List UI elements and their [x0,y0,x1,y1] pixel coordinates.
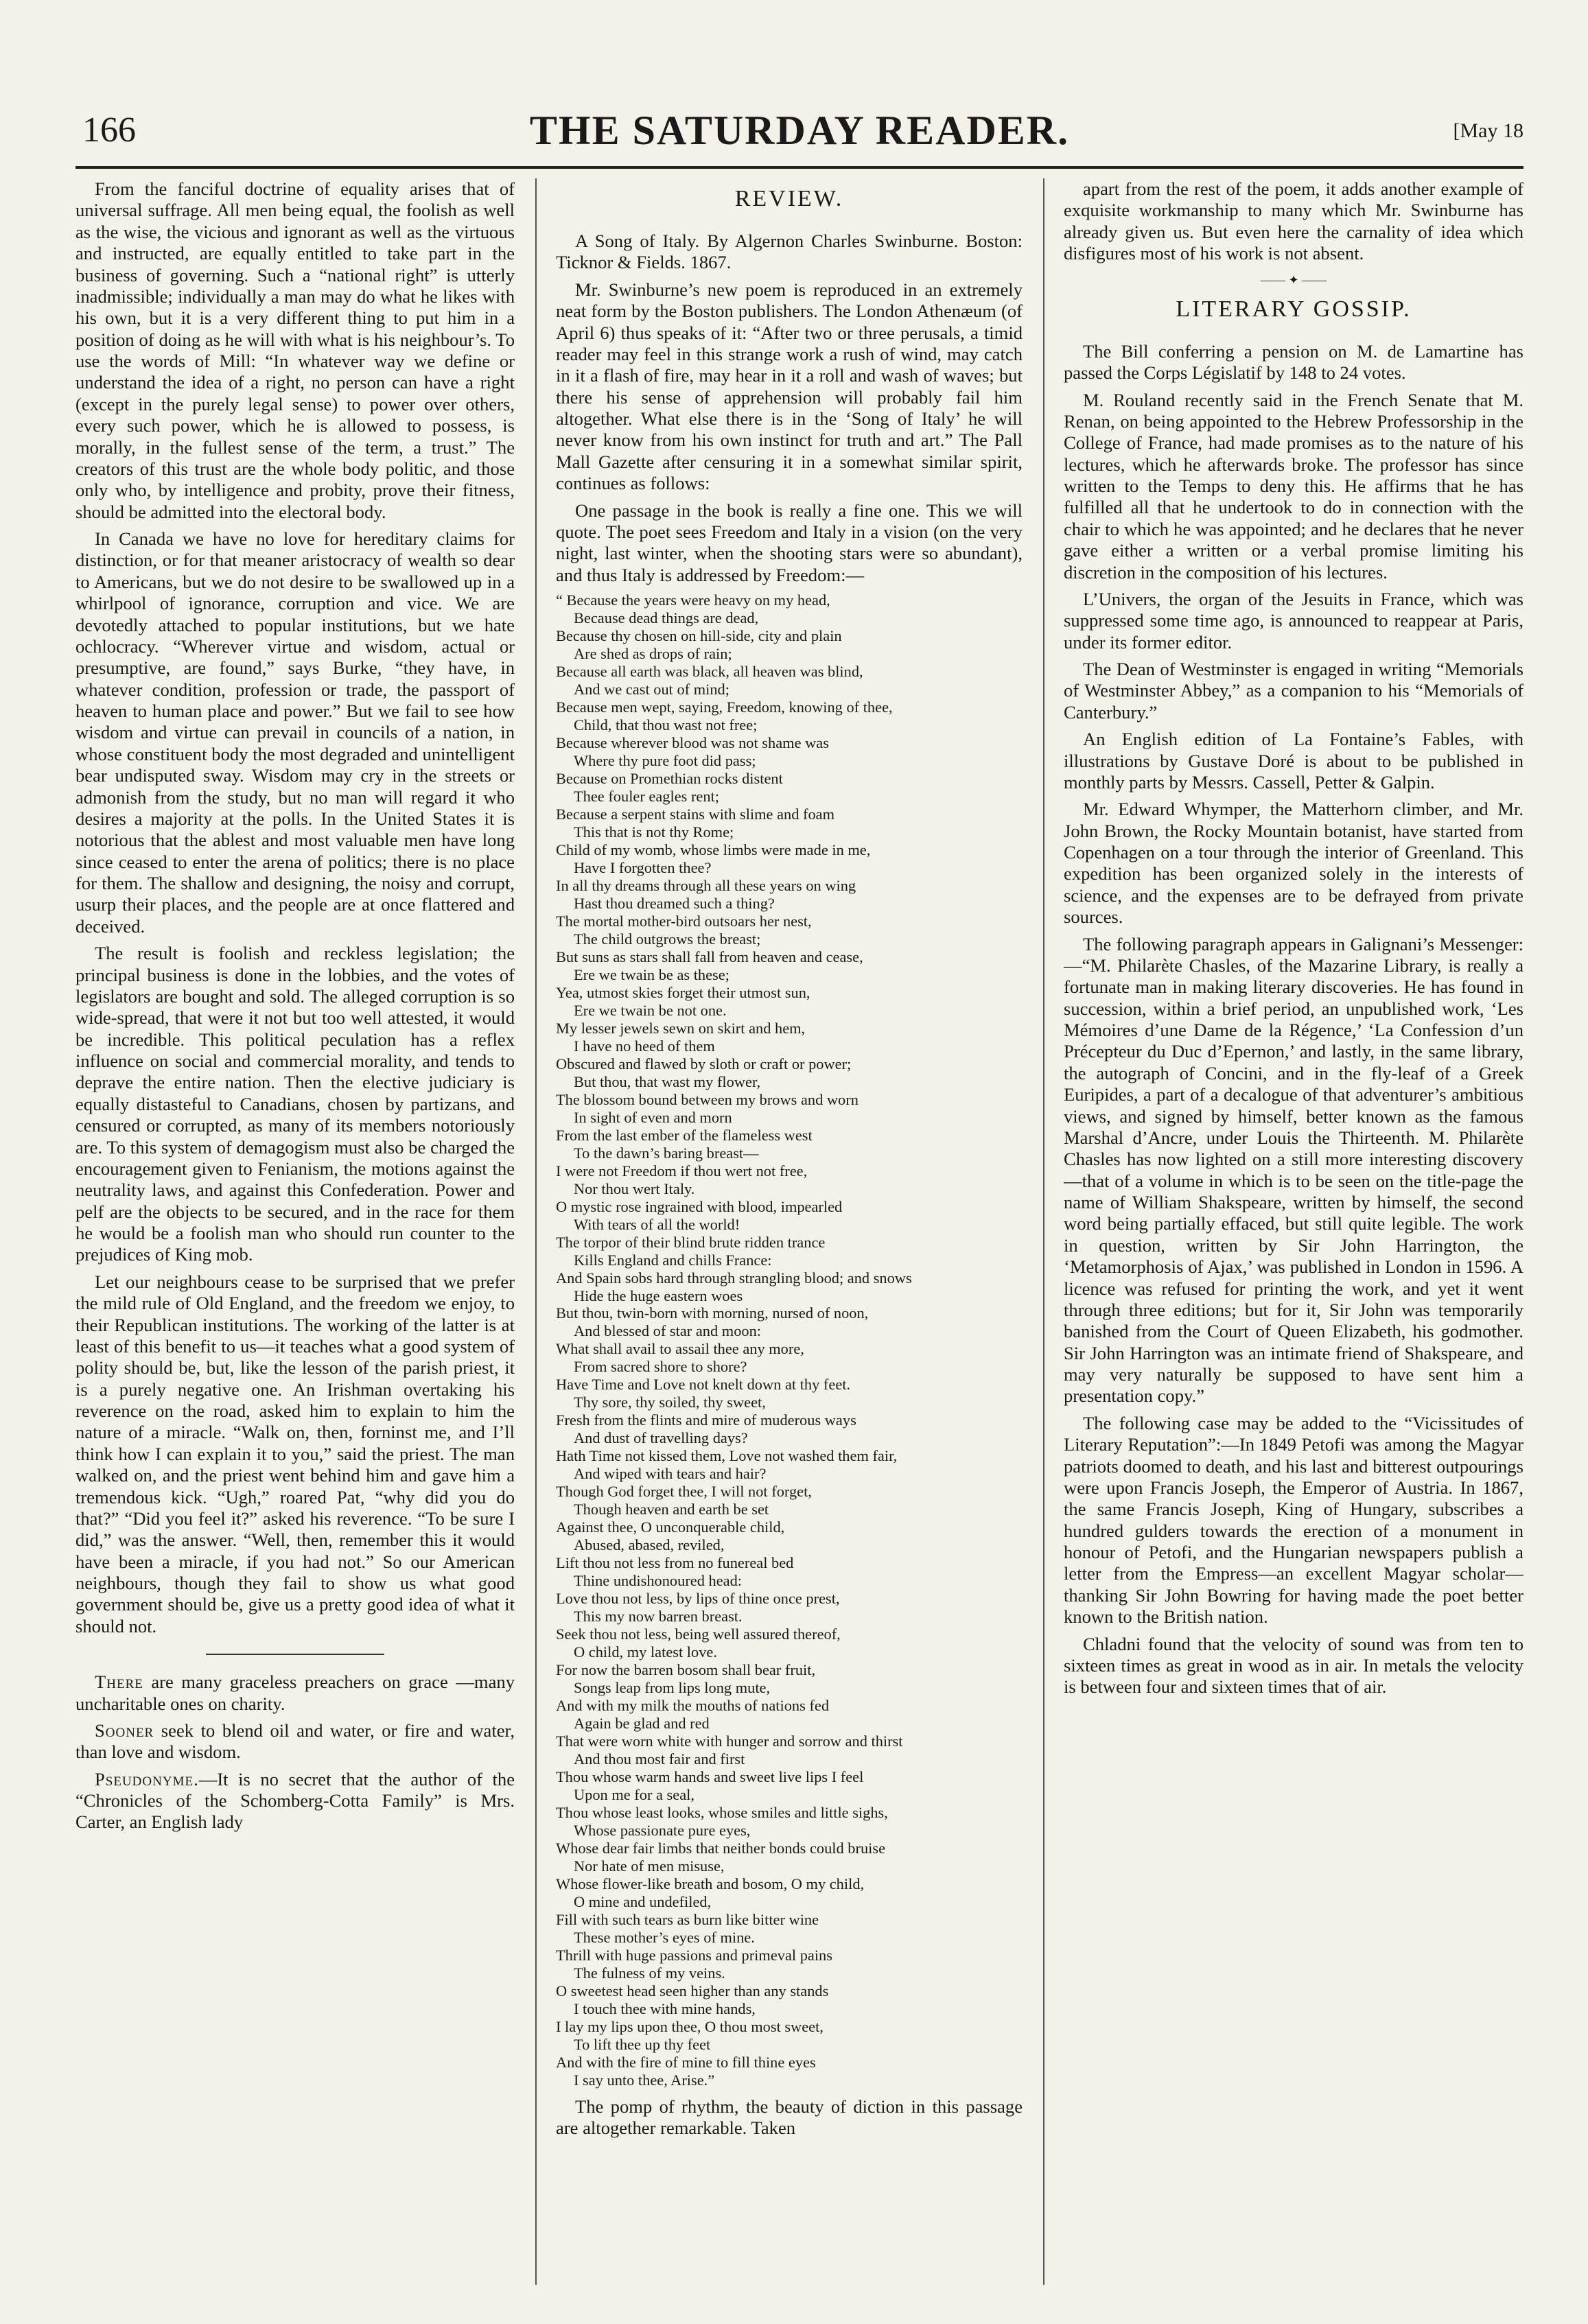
poem-line: From the last ember of the flameless west [556,1126,813,1144]
book-reference: A Song of Italy. By Algernon Charles Swinburne. Boston: Ticknor & Fields. 1867. [556,231,1023,273]
poem-line: And Spain sobs hard through strangling blood; and snows [556,1269,912,1287]
poem-line: From sacred shore to shore? [574,1358,747,1376]
poem-line: Love thou not less, by lips of thine once prest, [556,1590,840,1608]
poem-line: Fresh from the flints and mire of muderous ways [556,1411,856,1429]
poem-line: Whose dear fair limbs that neither bonds could bruise [556,1840,886,1857]
review-continuation: apart from the rest of the poem, it adds another example of exquisite workmanship to many which Mr. Swinburne has already given us. But even here the carnality of idea which disfigures most of his work is not absent. [1064,178,1523,264]
poem-line: And with the fire of mine to fill thine eyes [556,2053,816,2071]
aphorism-lead: There [95,1671,143,1693]
poem-line: Have I forgotten thee? [574,858,712,876]
poem-line: This that is not thy Rome; [574,823,734,841]
poem-line: I say unto thee, Arise.” [574,2071,715,2089]
poem-line: In all thy dreams through all these years on wing [556,876,856,894]
poem-line: But thou, that wast my flower, [574,1072,761,1090]
aphorism-lead: Sooner [95,1719,154,1741]
poem-line: Thy sore, thy soiled, thy sweet, [574,1394,766,1411]
poem-line: Because a serpent stains with slime and foam [556,805,835,823]
article-paragraph: In Canada we have no love for hereditary claims for distinction, or for that meaner aristocracy of wealth so dear to Americans, but we do not desire to be swallowed up in a whirlpool of ignorance, corruption and vice. We are devotedly attached to popular institutions, but we hate ochlocracy. “Wherever virtue and wisdom, actual or presumptive, are found,” says Burke, “they have, in whatever condition, profession or trade, the passport of heaven to human place and power.” But we fail to see how wisdom and virtue can prevail in councils of a nation, in whose constituent body the most degraded and unintelligent bear undisputed sway. Wisdom may cry in the streets or admonish from the study, but no man will regard it who desires a majority at the polls. In the United States it is notorious that the ablest and most valuable men have long since ceased to enter the arena of politics; there is no place for them. The shallow and designing, the noisy and corrupt, usurp their places, and the people are at once flattered and deceived. [75,528,515,937]
poem-line: Thou whose least looks, whose smiles and little sighs, [556,1804,888,1822]
poem-line: Ere we twain be not one. [574,1001,727,1019]
poem-line: To lift thee up thy feet [574,2035,711,2053]
poem-line: Have Time and Love not knelt down at thy feet. [556,1376,851,1394]
poem-line: I touch thee with mine hands, [574,1999,756,2017]
poem-line: Abused, abased, reviled, [574,1536,725,1554]
poem-line: Fill with such tears as burn like bitter wine [556,1910,819,1928]
article-paragraph: The result is foolish and reckless legislation; the principal business is done in the lobbies, and the votes of legislators are bought and sold. The alleged corruption is so wide-spread, that were it not but too well attested, it would be incredible. This political peculation has a reflex influence on social and commercial morality, and tends to deprave the entire nation. Then the elective judiciary is equally distasteful to Canadians, chosen by partizans, and censured or corrupted, as many of its members notoriously are. To this system of demagogism must also be charged the encouragement given to Fenianism, the motions against the neutrality laws, and against this Confederation. Power and pelf are the objects to be secured, and in the race for them he would be a foolish man who should run counter to the prejudices of King mob. [75,943,515,1265]
aphorism [75,1720,515,1763]
note-paragraph [75,1769,515,1833]
poem-line: And dust of travelling days? [574,1429,748,1447]
poem-line: Whose flower-like breath and bosom, O my child, [556,1875,865,1892]
column-right [1064,178,1523,2285]
poem-line: Against thee, O unconquerable child, [556,1518,785,1536]
poem-line: The blossom bound between my brows and worn [556,1090,859,1108]
poem-line: To the dawn’s baring breast— [574,1144,759,1162]
column-divider [535,178,537,2285]
review-paragraph: One passage in the book is really a fine one. This we will quote. The poet sees Freedom and Italy in a vision (on the very night, last winter, when the shooting stars were so abundant), and thus Italy is addressed by Freedom:— [556,500,1023,585]
poem-line: Seek thou not less, being well assured thereof, [556,1625,841,1643]
poem-line: I have no heed of them [574,1037,715,1055]
poem-line: What shall avail to assail thee any more, [556,1340,804,1358]
poem-line: The mortal mother-bird outsoars her nest, [556,912,812,930]
poem-line: Again be glad and red [574,1715,710,1733]
poem-line: Lift thou not less from no funereal bed [556,1554,794,1572]
poem-line: Because wherever blood was not shame was [556,733,829,751]
gossip-paragraph: The following case may be added to the “Vicissitudes of Literary Reputation”:—In 1849 Petofi was among the Magyar patriots doomed to death, and his last and bitterest outpourings were upon Francis Joseph, the Emperor of Austria. In 1867, the same Francis Joseph, King of Hungary, subscribes a hundred gulders towards the erection of a monument in honour of Petofi, and the Hungarian newspapers publish a letter from the Empress—an excellent Magyar scholar—thanking Sir John Bowring for having made the poet better known to the British nation. [1064,1412,1523,1628]
review-paragraph: Mr. Swinburne’s new poem is reproduced in an extremely neat form by the Boston publishers. The London Athenæum (of April 6) thus speaks of it: “After two or three perusals, a timid reader may feel in this strange work a rush of wind, may catch in it a flash of fire, may hear in it a roll and wash of waves; but there his sense of apprehension will probably fail him altogether. What else there is in the ‘Song of Italy’ he will never know from his own instinct for truth and art.” The Pall Mall Gazette after censuring it in a somewhat similar spirit, continues as follows: [556,279,1023,494]
masthead [75,103,1523,165]
poem-line: Upon me for a seal, [574,1786,694,1804]
poem-line: Yea, utmost skies forget their utmost sun, [556,983,810,1001]
poem-line: “ Because the years were heavy on my head, [556,591,830,609]
poem-line: Child of my womb, whose limbs were made in me, [556,841,871,858]
poem-line: The child outgrows the breast; [574,930,761,948]
aphorism [75,1671,515,1715]
header-rule [75,166,1523,169]
ornament: —— ✦ —— [1260,272,1327,287]
article-paragraph: Let our neighbours cease to be surprised that we prefer the mild rule of Old England, and the freedom we enjoy, to their Republican institutions. The working of the latter is at least of this benefit to us—it teaches what a good system of polity should be, but, like the lesson of the parish priest, it is a purely negative one. An Irishman overtaking his reverence on the road, asked him to explain to him the nature of a miracle. “Walk on, then, forninst me, and I’ll think how I can explain it to you,” said the priest. The man walked on, and the priest went behind him and gave him a tremendous kick. “Ugh,” roared Pat, “why did you do that?” “Did you feel it?” asked his reverence. “To be sure I did,” was the answer. “Well, then, remember this it would have been a miracle, if you had not.” So our American neighbours, though they fail to show us what good government should be, give us a pretty good idea of what it should not. [75,1271,515,1636]
poem-line: Hath Time not kissed them, Love not washed them fair, [556,1447,898,1465]
gossip-paragraph: L’Univers, the organ of the Jesuits in France, which was suppressed some time ago, is announced to reappear at Paris, under its former editor. [1064,588,1523,653]
aphorism-text: are many graceless preachers on grace —many uncharitable ones on charity. [75,1671,515,1714]
poem-line: Hide the huge eastern woes [574,1287,743,1304]
poem-line: O mine and undefiled, [574,1892,712,1910]
poem-line: And with my milk the mouths of nations fed [556,1697,830,1715]
column-divider [1043,178,1044,2285]
poem-line: These mother’s eyes of mine. [574,1928,755,1946]
poem-line: Ere we twain be as these; [574,965,729,983]
poem-line: Thine undishonoured head: [574,1572,742,1590]
poem-line: O child, my latest love. [574,1643,717,1661]
poem-line: Child, that thou wast not free; [574,716,758,733]
note-lead: Pseudonyme. [95,1768,199,1789]
poem-line: Nor thou wert Italy. [574,1179,695,1197]
poem-line: And thou most fair and first [574,1750,745,1768]
poem-line: Nor hate of men misuse, [574,1857,725,1875]
poem-line: But suns as stars shall fall from heaven and cease, [556,948,863,965]
poem-line: Because all earth was black, all heaven was blind, [556,663,863,681]
page-number: 166 [82,110,136,150]
poem-line: This my now barren breast. [574,1608,743,1625]
publication-title: THE SATURDAY READER. [529,108,1070,153]
gossip-paragraph: The Bill conferring a pension on M. de Lamartine has passed the Corps Législatif by 148 to 24 votes. [1064,340,1523,384]
aphorism-text: seek to blend oil and water, or fire and water, than love and wisdom. [75,1719,515,1763]
gossip-paragraph: The following paragraph appears in Galignani’s Messenger:—“M. Philarète Chasles, of the Mazarine Library, is really a fortunate man in making literary discoveries. He has found in succession, within a brief period, an unpublished work, ‘Les Mémoires d’une Dame de la Régence,’ ‘La Confession d’un Précepteur du Duc d’Epernon,’ and lastly, in the same library, the autograph of Concini, and in the fly-leaf of a Greek Euripides, a part of a decalogue of that adventurer’s ambitious views, and signed by himself, better known as the famous Marshal d’Ancre, under Louis the Thirteenth. M. Philarète Chasles has now lighted on a still more interesting discovery—that of a volume in which is to be seen on the title-page the name of William Shakspeare, written by himself, the second word being partially effaced, but still quite legible. The work in question, written by Sir John Harrington, the ‘Metamorphosis of Ajax,’ was published in London in 1596. A licence was refused for printing the work, and yet it went through three editions; but for it, Sir John was temporarily banished from the Court of Queen Elizabeth, his godmother. Sir John Harrington was an intimate friend of Shakspeare, and may very naturally be supposed to have sent him a presentation copy.” [1064,933,1523,1407]
poem-line: And wiped with tears and hair? [574,1465,767,1483]
review-heading: REVIEW. [734,186,844,211]
poem-line: Whose passionate pure eyes, [574,1822,751,1840]
poem-line: Because thy chosen on hill-side, city and plain [556,627,842,645]
poem-line: The fulness of my veins. [574,1964,725,1982]
issue-date: [May 18 [1453,119,1523,142]
poem-line: The torpor of their blind brute ridden trance [556,1233,826,1251]
column-middle [556,178,1023,2285]
poem-line: I were not Freedom if thou wert not free, [556,1162,808,1179]
gossip-paragraph: An English edition of La Fontaine’s Fables, with illustrations by Gustave Doré is about to be published in monthly parts by Messrs. Cassell, Petter & Galpin. [1064,729,1523,793]
note-text: —It is no secret that the author of the “Chronicles of the Schomberg-Cotta Family” is Mrs. Carter, an English lady [75,1768,515,1833]
poem-line: Because men wept, saying, Freedom, knowing of thee, [556,699,893,716]
poem-line: In sight of even and morn [574,1108,732,1126]
poem-line: Thee fouler eagles rent; [574,787,719,805]
poem-line: Are shed as drops of rain; [574,645,732,663]
poem-line: And we cast out of mind; [574,681,729,699]
poem-line: For now the barren bosom shall bear fruit, [556,1661,816,1679]
poem-line: O sweetest head seen higher than any stands [556,1982,829,1999]
poem-line: Where thy pure foot did pass; [574,751,756,769]
gossip-heading: LITERARY GOSSIP. [1176,296,1412,322]
poem-line: Though God forget thee, I will not forget, [556,1483,812,1501]
poem-line: Thrill with huge passions and primeval pains [556,1946,832,1964]
poem-line: O mystic rose ingrained with blood, impearled [556,1197,843,1215]
column-left [75,178,515,2285]
poem-line: Kills England and chills France: [574,1251,772,1269]
poem-line: Because dead things are dead, [574,609,759,627]
poem-line: And blessed of star and moon: [574,1322,761,1340]
poem-line: Thou whose warm hands and sweet live lips I feel [556,1768,864,1786]
gossip-paragraph: M. Rouland recently said in the French Senate that M. Renan, on being appointed to the Hebrew Professorship in the College of France, had made promises as to the nature of his lectures, which he afterwards broke. The professor has since written to the Temps to deny this. He affirms that he has fulfilled all that he undertook to do in connection with the chair to which he was appointed; and he declares that he never gave either a written or a verbal promise limiting his discretion in the composition of his lectures. [1064,389,1523,583]
poem-line: Hast thou dreamed such a thing? [574,894,775,912]
gossip-paragraph: Mr. Edward Whymper, the Matterhorn climber, and Mr. John Brown, the Rocky Mountain botanist, have started from Copenhagen on a tour through the interior of Greenland. This expedition has been organized solely in the interests of science, and the expenses are to be defrayed from private sources. [1064,799,1523,928]
article-paragraph: From the fanciful doctrine of equality arises that of universal suffrage. All men being equal, the foolish as well as the wise, the vicious and ignorant as well as the virtuous and instructed, are equally entitled to take part in the business of governing. Such a “national right” is utterly inadmissible; individually a man may do what he likes with his own, but it is a very different thing to put him in a position of doing as he will with what is his neighbour’s. To use the words of Mill: “In whatever way we define or understand the idea of a right, no person can have a right (except in the purely legal sense) to power over others, every such power, which he is allowed to possess, is morally, in the fullest sense of the term, a trust.” The creators of this trust are the whole body politic, and those only who, by intelligence and probity, prove their fitness, should be admitted into the electoral body. [75,178,515,522]
poem-line: Because on Promethian rocks distent [556,769,783,787]
poem-line: Obscured and flawed by sloth or craft or power; [556,1055,852,1072]
poem-line: With tears of all the world! [574,1215,740,1233]
poem-line: But thou, twin-born with morning, nursed of noon, [556,1304,869,1322]
poem-excerpt [556,591,1023,2089]
poem-line: Though heaven and earth be set [574,1501,769,1518]
gossip-paragraph: The Dean of Westminster is engaged in writing “Memorials of Westminster Abbey,” as a companion to his “Memorials of Canterbury.” [1064,659,1523,723]
review-paragraph: The pomp of rhythm, the beauty of diction in this passage are altogether remarkable. Taken [556,2096,1023,2139]
gossip-paragraph: Chladni found that the velocity of sound was from ten to sixteen times as great in wood as in air. In metals the velocity is between four and sixteen times that of air. [1064,1633,1523,1698]
section-separator [206,1654,384,1655]
poem-line: Songs leap from lips long mute, [574,1679,771,1697]
poem-line: That were worn white with hunger and sorrow and thirst [556,1733,903,1750]
newspaper-page [75,103,1523,2299]
poem-line: I lay my lips upon thee, O thou most sweet, [556,2017,824,2035]
poem-line: My lesser jewels sewn on skirt and hem, [556,1019,806,1037]
